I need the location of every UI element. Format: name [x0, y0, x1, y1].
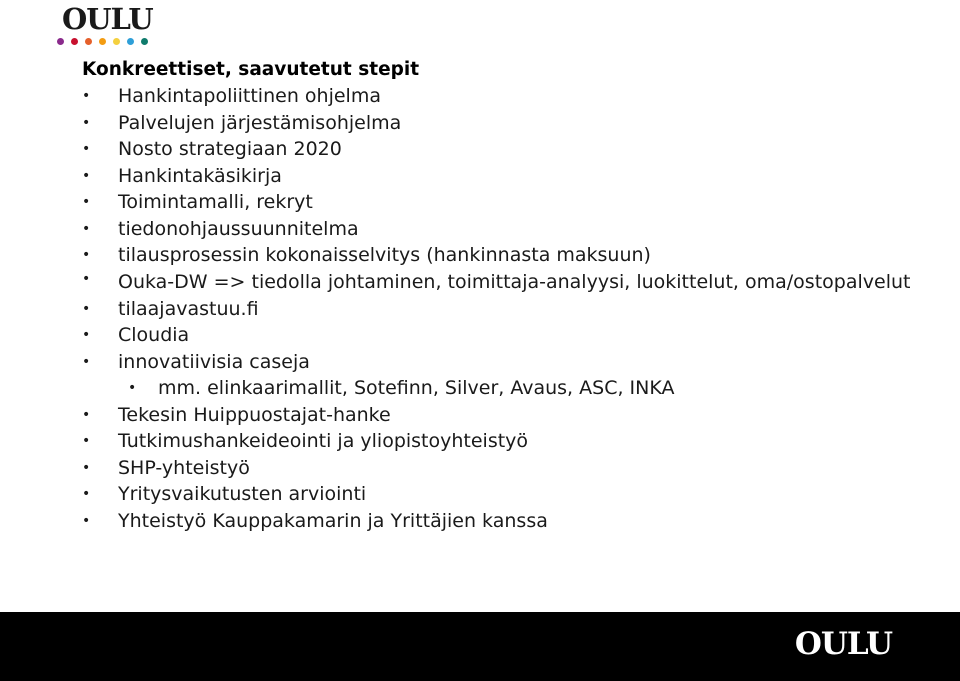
bullet-icon: •: [82, 512, 91, 529]
logo-dot: [71, 38, 78, 45]
bullet-icon: •: [82, 300, 91, 317]
bullet-icon: •: [82, 406, 91, 423]
footer-bar: [0, 612, 960, 681]
list-item: [82, 189, 942, 216]
list-item: [82, 216, 942, 243]
list-item-text: Toimintamalli, rekryt: [118, 191, 313, 213]
bullet-icon: •: [82, 459, 91, 476]
bullet-list: [82, 83, 942, 534]
logo-dot: [141, 38, 148, 45]
logo-dot: [113, 38, 120, 45]
list-item: [82, 163, 942, 190]
bullet-icon: •: [82, 220, 91, 237]
list-item-text: innovatiivisia caseja: [118, 350, 310, 373]
bullet-icon: •: [82, 247, 91, 263]
list-item: [82, 269, 942, 296]
logo-dot: [85, 38, 92, 45]
list-item-text: Nosto strategiaan 2020: [118, 138, 342, 160]
list-item-text: mm. elinkaarimallit, Sotefinn, Silver, Avaus, ASC, INKA: [158, 377, 675, 399]
list-item: [82, 349, 942, 376]
bullet-icon: •: [82, 270, 91, 287]
sub-list-item: [82, 375, 942, 402]
list-item-text: SHP-yhteistyö: [118, 456, 250, 479]
list-item-text: Ouka-DW => tiedolla johtaminen, toimittaja-analyysi, luokittelut, oma/ostopalvelut: [118, 270, 911, 293]
list-item: [82, 322, 942, 349]
logo-color-dots: [57, 38, 148, 45]
list-item-text: tilaajavastuu.fi: [118, 297, 259, 320]
list-item: [82, 402, 942, 429]
logo-dot: [127, 38, 134, 45]
list-item-text: Palvelujen järjestämisohjelma: [118, 111, 402, 134]
oulu-logo-footer: OULU: [794, 626, 892, 662]
list-item-text: tiedonohjaussuunnitelma: [118, 217, 359, 240]
list-item: [82, 455, 942, 482]
list-item-text: Tutkimushankeideointi ja yliopistoyhteistyö: [118, 430, 529, 452]
bullet-icon: •: [82, 167, 91, 184]
logo-dot: [99, 38, 106, 45]
bullet-icon: •: [82, 353, 91, 370]
list-item: [82, 481, 942, 508]
list-item-text: tilausprosessin kokonaisselvitys (hankinnasta maksuun): [118, 244, 651, 266]
list-item-text: Yritysvaikutusten arviointi: [118, 483, 367, 505]
oulu-logo: OULU: [62, 2, 153, 36]
list-item: [82, 242, 942, 269]
list-item-text: Hankintapoliittinen ohjelma: [118, 85, 381, 107]
list-item: [82, 296, 942, 323]
bullet-icon: •: [82, 88, 91, 104]
slide-content: [82, 56, 942, 534]
list-item-text: Hankintakäsikirja: [118, 164, 282, 187]
list-item: [82, 508, 942, 535]
bullet-icon: •: [82, 141, 91, 157]
slide-heading: Konkreettiset, saavutetut stepit: [82, 59, 420, 80]
list-item-text: Yhteistyö Kauppakamarin ja Yrittäjien kanssa: [118, 509, 548, 532]
bullet-icon: •: [128, 380, 137, 396]
list-item-text: Tekesin Huippuostajat-hanke: [118, 403, 391, 426]
list-item: [82, 136, 942, 163]
list-item: [82, 83, 942, 110]
bullet-icon: •: [82, 433, 91, 449]
bullet-icon: •: [82, 486, 91, 502]
list-item-text: Cloudia: [118, 324, 190, 346]
bullet-icon: •: [82, 194, 91, 210]
bullet-icon: •: [82, 114, 91, 131]
list-item: [82, 110, 942, 137]
logo-dot: [57, 38, 64, 45]
bullet-icon: •: [82, 327, 91, 343]
list-item: [82, 428, 942, 455]
